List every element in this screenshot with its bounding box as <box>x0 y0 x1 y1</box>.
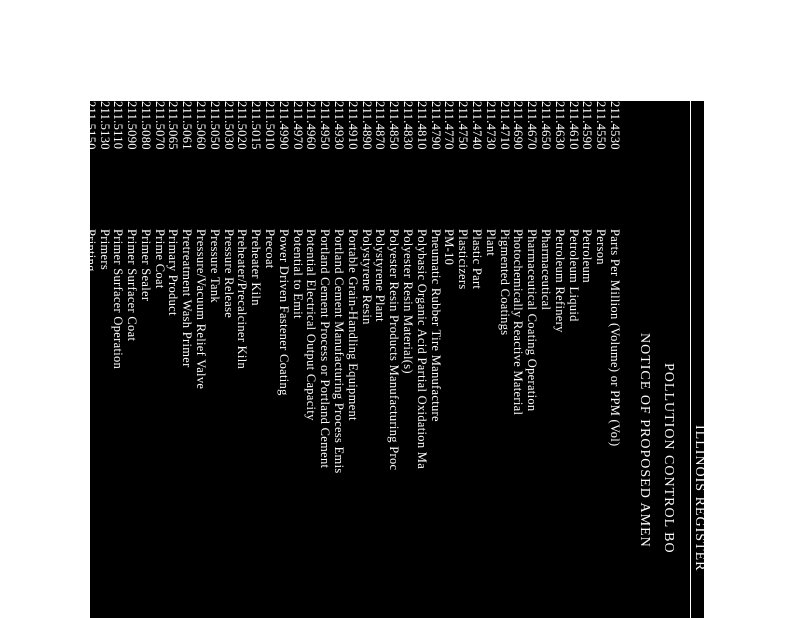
list-item <box>607 101 621 474</box>
section-term: Primer Surfacer Coat <box>125 229 140 342</box>
section-term: Preheater Kiln <box>249 229 264 306</box>
section-number: 211.4770 <box>442 101 457 150</box>
list-item <box>83 101 97 474</box>
section-number: 211.5060 <box>194 101 209 150</box>
section-number: 211.4970 <box>290 101 305 150</box>
section-term: PM-10 <box>442 229 457 266</box>
section-number: 211.4530 <box>608 101 622 150</box>
section-term: Plasticizers <box>456 229 471 290</box>
list-item <box>290 101 304 474</box>
section-term: Power Driven Fastener Coating <box>276 229 291 396</box>
section-term: Pharmaceutical Coating Operation <box>525 229 540 412</box>
list-item <box>111 101 125 474</box>
list-item <box>138 101 152 474</box>
section-number: 211.4550 <box>594 101 609 150</box>
list-item <box>124 101 138 474</box>
section-term: Printing <box>83 229 98 272</box>
list-item <box>400 101 414 474</box>
list-item <box>497 101 511 474</box>
section-number: 211.4690 <box>511 101 526 150</box>
list-item <box>248 101 262 474</box>
section-number: 211.4830 <box>401 101 416 150</box>
section-number: 211.4630 <box>552 101 567 150</box>
section-term: Pretreatment Wash Primer <box>180 229 195 368</box>
notice-heading: NOTICE OF PROPOSED AMEN <box>637 333 652 548</box>
section-term: Primer Surfacer Operation <box>111 229 126 370</box>
section-number: 211.5015 <box>249 101 264 150</box>
section-term: Polystyrene Plant <box>373 229 388 322</box>
list-item <box>359 101 373 474</box>
section-number: 211.4910 <box>345 101 360 150</box>
section-number: 211.5020 <box>235 101 250 150</box>
section-number: 211.4950 <box>318 101 333 150</box>
section-term: Polystyrene Resin <box>359 229 374 325</box>
section-term: Polyester Resin Products Manufacturing Proc <box>387 229 402 471</box>
section-number: 211.4750 <box>456 101 471 150</box>
section-number: 211.4650 <box>539 101 554 150</box>
section-number: 211.4590 <box>580 101 595 150</box>
list-item <box>511 101 525 474</box>
section-term: Primer Sealer <box>138 229 153 302</box>
section-number: 211.5150 <box>83 101 98 150</box>
section-number: 211.4870 <box>373 101 388 150</box>
list-item <box>552 101 566 474</box>
section-term: Petroleum Liquid <box>566 229 581 322</box>
list-item <box>193 101 207 474</box>
section-term: Portland Cement Manufacturing Process Emis <box>332 229 347 474</box>
list-item <box>276 101 290 474</box>
board-name: POLLUTION CONTROL BO <box>661 363 676 554</box>
list-item <box>207 101 221 474</box>
section-term: Plastic Part <box>470 229 485 290</box>
list-item <box>345 101 359 474</box>
section-term: Parts Per Million (Volume) or PPM (Vol) <box>608 229 622 447</box>
list-item <box>166 101 180 474</box>
section-number: 211.5080 <box>138 101 153 150</box>
list-item <box>442 101 456 474</box>
section-number: 211.5130 <box>97 101 112 150</box>
list-item <box>428 101 442 474</box>
section-term: Pharmaceutical <box>539 229 554 311</box>
section-term: Photochemically Reactive Material <box>511 229 526 416</box>
list-item <box>152 101 166 474</box>
list-item <box>235 101 249 474</box>
section-number: 211.4960 <box>304 101 319 150</box>
list-item <box>331 101 345 474</box>
section-number: 211.4710 <box>497 101 512 150</box>
list-item <box>304 101 318 474</box>
register-title: ILLINOIS REGISTER <box>692 425 707 572</box>
section-number: 211.4850 <box>387 101 402 150</box>
section-number: 211.4740 <box>470 101 485 150</box>
section-term: Precoat <box>263 229 278 269</box>
list-item <box>566 101 580 474</box>
list-item <box>483 101 497 474</box>
section-term: Pressure/Vacuum Relief Valve <box>194 229 209 390</box>
section-term: Pressure Release <box>221 229 236 319</box>
section-number: 211.5090 <box>125 101 140 150</box>
list-item <box>593 101 607 474</box>
list-item <box>386 101 400 474</box>
section-term: Primary Product <box>166 229 181 316</box>
section-number: 211.5070 <box>152 101 167 150</box>
section-term: Prime Coat <box>152 229 167 289</box>
section-term: Potential to Emit <box>290 229 305 319</box>
section-number: 211.4790 <box>428 101 443 150</box>
section-number: 211.5010 <box>263 101 278 150</box>
section-term: Pressure Tank <box>207 229 222 303</box>
section-term: Polybasic Organic Acid Partial Oxidation Ma <box>414 229 429 470</box>
list-item <box>469 101 483 474</box>
section-term: Pneumatic Rubber Tire Manufacture <box>428 229 443 422</box>
section-term: Preheater/Precalciner Kiln <box>235 229 250 370</box>
section-number: 211.4730 <box>483 101 498 150</box>
list-item <box>580 101 594 474</box>
list-item <box>538 101 552 474</box>
section-number: 211.4670 <box>525 101 540 150</box>
section-number: 211.4610 <box>566 101 581 150</box>
section-number: 211.5030 <box>221 101 236 150</box>
definition-section-list <box>83 101 621 474</box>
section-term: Petroleum Refinery <box>552 229 567 333</box>
list-item <box>317 101 331 474</box>
section-number: 211.5061 <box>180 101 195 150</box>
section-number: 211.4990 <box>276 101 291 150</box>
list-item <box>524 101 538 474</box>
section-term: Person <box>594 229 609 265</box>
section-term: Potential Electrical Output Capacity <box>304 229 319 421</box>
section-term: Plant <box>483 229 498 257</box>
list-item <box>97 101 111 474</box>
section-term: Portable Grain-Handling Equipment <box>345 229 360 421</box>
section-number: 211.4930 <box>332 101 347 150</box>
section-number: 211.5050 <box>207 101 222 150</box>
section-term: Portland Cement Process or Portland Cement <box>318 229 333 469</box>
section-term: Petroleum <box>580 229 595 284</box>
section-number: 211.5110 <box>111 101 126 150</box>
list-item <box>180 101 194 474</box>
section-term: Pigmented Coatings <box>497 229 512 336</box>
section-term: Polyester Resin Material(s) <box>401 229 416 374</box>
section-number: 211.5065 <box>166 101 181 150</box>
list-item <box>414 101 428 474</box>
list-item <box>221 101 235 474</box>
section-number: 211.4890 <box>359 101 374 150</box>
list-item <box>373 101 387 474</box>
section-term: Primers <box>97 229 112 270</box>
rotated-page-content <box>83 101 707 618</box>
list-item <box>262 101 276 474</box>
list-item <box>455 101 469 474</box>
section-number: 211.4810 <box>414 101 429 150</box>
scanned-page <box>83 101 707 618</box>
